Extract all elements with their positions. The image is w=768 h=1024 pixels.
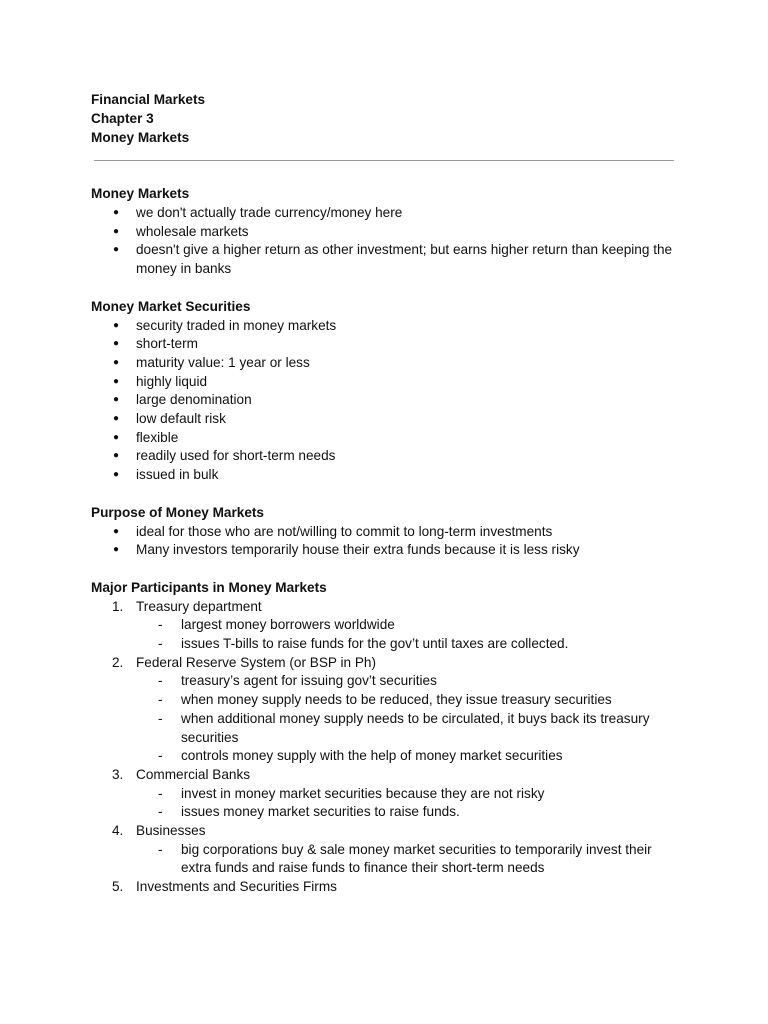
list-item xyxy=(91,429,681,448)
sub-item-text: issues money market securities to raise funds. xyxy=(181,804,460,820)
list-item xyxy=(91,523,681,542)
participant-item xyxy=(91,598,681,654)
list-item-text: short-term xyxy=(136,336,198,352)
sub-item xyxy=(91,672,681,691)
dash-icon: - xyxy=(158,692,163,708)
bullet-icon: ● xyxy=(113,413,120,425)
bullet-icon: ● xyxy=(113,525,120,537)
dash-icon: - xyxy=(158,710,163,726)
chapter-title: Money Markets xyxy=(91,130,190,145)
list-item xyxy=(91,335,681,354)
horizontal-divider xyxy=(94,160,674,161)
sub-item-text: largest money borrowers worldwide xyxy=(181,617,395,633)
list-item-text: highly liquid xyxy=(136,373,208,389)
bullet-icon: ● xyxy=(113,338,120,350)
dash-icon: - xyxy=(158,841,163,857)
sub-item-text: invest in money market securities because they are not risky xyxy=(181,785,545,801)
sub-list xyxy=(136,616,681,653)
list-item-text: security traded in money markets xyxy=(136,317,337,333)
sub-item xyxy=(91,803,681,822)
list-item xyxy=(91,241,681,278)
bullet-icon: ● xyxy=(113,207,120,218)
list-item xyxy=(91,466,681,485)
bullet-icon: ● xyxy=(113,356,120,368)
bullet-icon: ● xyxy=(113,394,120,406)
list-item-text: Many investors temporarily house their extra funds because it is less risky xyxy=(136,542,580,558)
list-item-text: low default risk xyxy=(136,411,226,427)
participant-label: Commercial Banks xyxy=(136,766,251,782)
sub-item xyxy=(91,785,681,804)
doc-title: Financial Markets xyxy=(91,92,206,107)
section-title: Purpose of Money Markets xyxy=(91,504,264,520)
sub-item-text: when money supply needs to be reduced, they issue treasury securities xyxy=(181,692,612,708)
chapter-label: Chapter 3 xyxy=(91,111,154,126)
dash-icon: - xyxy=(158,617,163,633)
sub-item-text: issues T-bills to raise funds for the gov’t until taxes are collected. xyxy=(181,636,569,652)
participant-label: Federal Reserve System (or BSP in Ph) xyxy=(136,654,376,670)
sub-item xyxy=(91,635,681,654)
list-item xyxy=(91,410,681,429)
section-participants xyxy=(91,579,681,897)
bullet-list xyxy=(91,317,681,485)
list-item-text: large denomination xyxy=(136,392,252,408)
list-number: 5. xyxy=(112,879,124,895)
sub-item-text: treasury’s agent for issuing gov’t securities xyxy=(181,673,437,689)
list-item-text: wholesale markets xyxy=(136,223,249,239)
dash-icon: - xyxy=(158,748,163,764)
document-body xyxy=(91,185,681,916)
list-number: 2. xyxy=(112,654,124,670)
bullet-icon: ● xyxy=(113,225,120,237)
sub-item-text: controls money supply with the help of money market securities xyxy=(181,748,563,764)
participant-label: Treasury department xyxy=(136,598,262,614)
list-item xyxy=(91,541,681,560)
section-title: Money Market Securities xyxy=(91,298,251,314)
bullet-icon: ● xyxy=(113,450,120,462)
list-item xyxy=(91,223,681,242)
section-securities xyxy=(91,298,681,485)
list-item-text: ideal for those who are not/willing to commit to long-term investments xyxy=(136,523,553,539)
document-header xyxy=(91,91,681,148)
list-number: 1. xyxy=(112,598,124,614)
bullet-list xyxy=(91,204,681,279)
sub-list xyxy=(136,841,681,878)
section-money-markets xyxy=(91,185,681,279)
list-item-text: doesn't give a higher return as other investment; but earns higher return than keeping the money in banks xyxy=(136,242,673,277)
list-item-text: we don't actually trade currency/money here xyxy=(136,205,403,220)
list-item-text: readily used for short-term needs xyxy=(136,448,336,464)
dash-icon: - xyxy=(158,785,163,801)
dash-icon: - xyxy=(158,636,163,652)
list-item xyxy=(91,447,681,466)
bullet-icon: ● xyxy=(113,544,120,556)
sub-item-text: when additional money supply needs to be circulated, it buys back its treasury securities xyxy=(181,710,650,745)
sub-item xyxy=(91,710,681,747)
dash-icon: - xyxy=(158,804,163,820)
list-item xyxy=(91,317,681,336)
participant-item xyxy=(91,878,681,897)
participant-item xyxy=(91,766,681,822)
section-purpose xyxy=(91,504,681,560)
sub-item xyxy=(91,691,681,710)
dash-icon: - xyxy=(158,673,163,689)
bullet-icon: ● xyxy=(113,431,120,443)
list-item-text: flexible xyxy=(136,429,179,445)
list-number: 3. xyxy=(112,766,124,782)
list-number: 4. xyxy=(112,823,124,839)
numbered-list xyxy=(91,598,681,897)
participant-label: Investments and Securities Firms xyxy=(136,879,337,895)
bullet-icon: ● xyxy=(113,244,120,256)
sub-item xyxy=(91,841,681,878)
bullet-icon: ● xyxy=(113,319,120,331)
sub-list xyxy=(136,672,681,766)
list-item xyxy=(91,204,681,223)
list-item xyxy=(91,391,681,410)
list-item-text: issued in bulk xyxy=(136,467,219,483)
bullet-icon: ● xyxy=(113,469,120,481)
list-item xyxy=(91,354,681,373)
sub-item-text: big corporations buy & sale money market securities to temporarily invest their extra funds and raise funds to finance their short-term needs xyxy=(181,841,652,876)
participant-item xyxy=(91,654,681,766)
section-title: Major Participants in Money Markets xyxy=(91,579,327,595)
bullet-list xyxy=(91,523,681,560)
list-item xyxy=(91,373,681,392)
bullet-icon: ● xyxy=(113,375,120,387)
participant-label: Businesses xyxy=(136,823,206,839)
section-title: Money Markets xyxy=(91,186,190,201)
sub-item xyxy=(91,747,681,766)
sub-item xyxy=(91,616,681,635)
participant-item xyxy=(91,822,681,878)
sub-list xyxy=(136,785,681,822)
list-item-text: maturity value: 1 year or less xyxy=(136,354,310,370)
